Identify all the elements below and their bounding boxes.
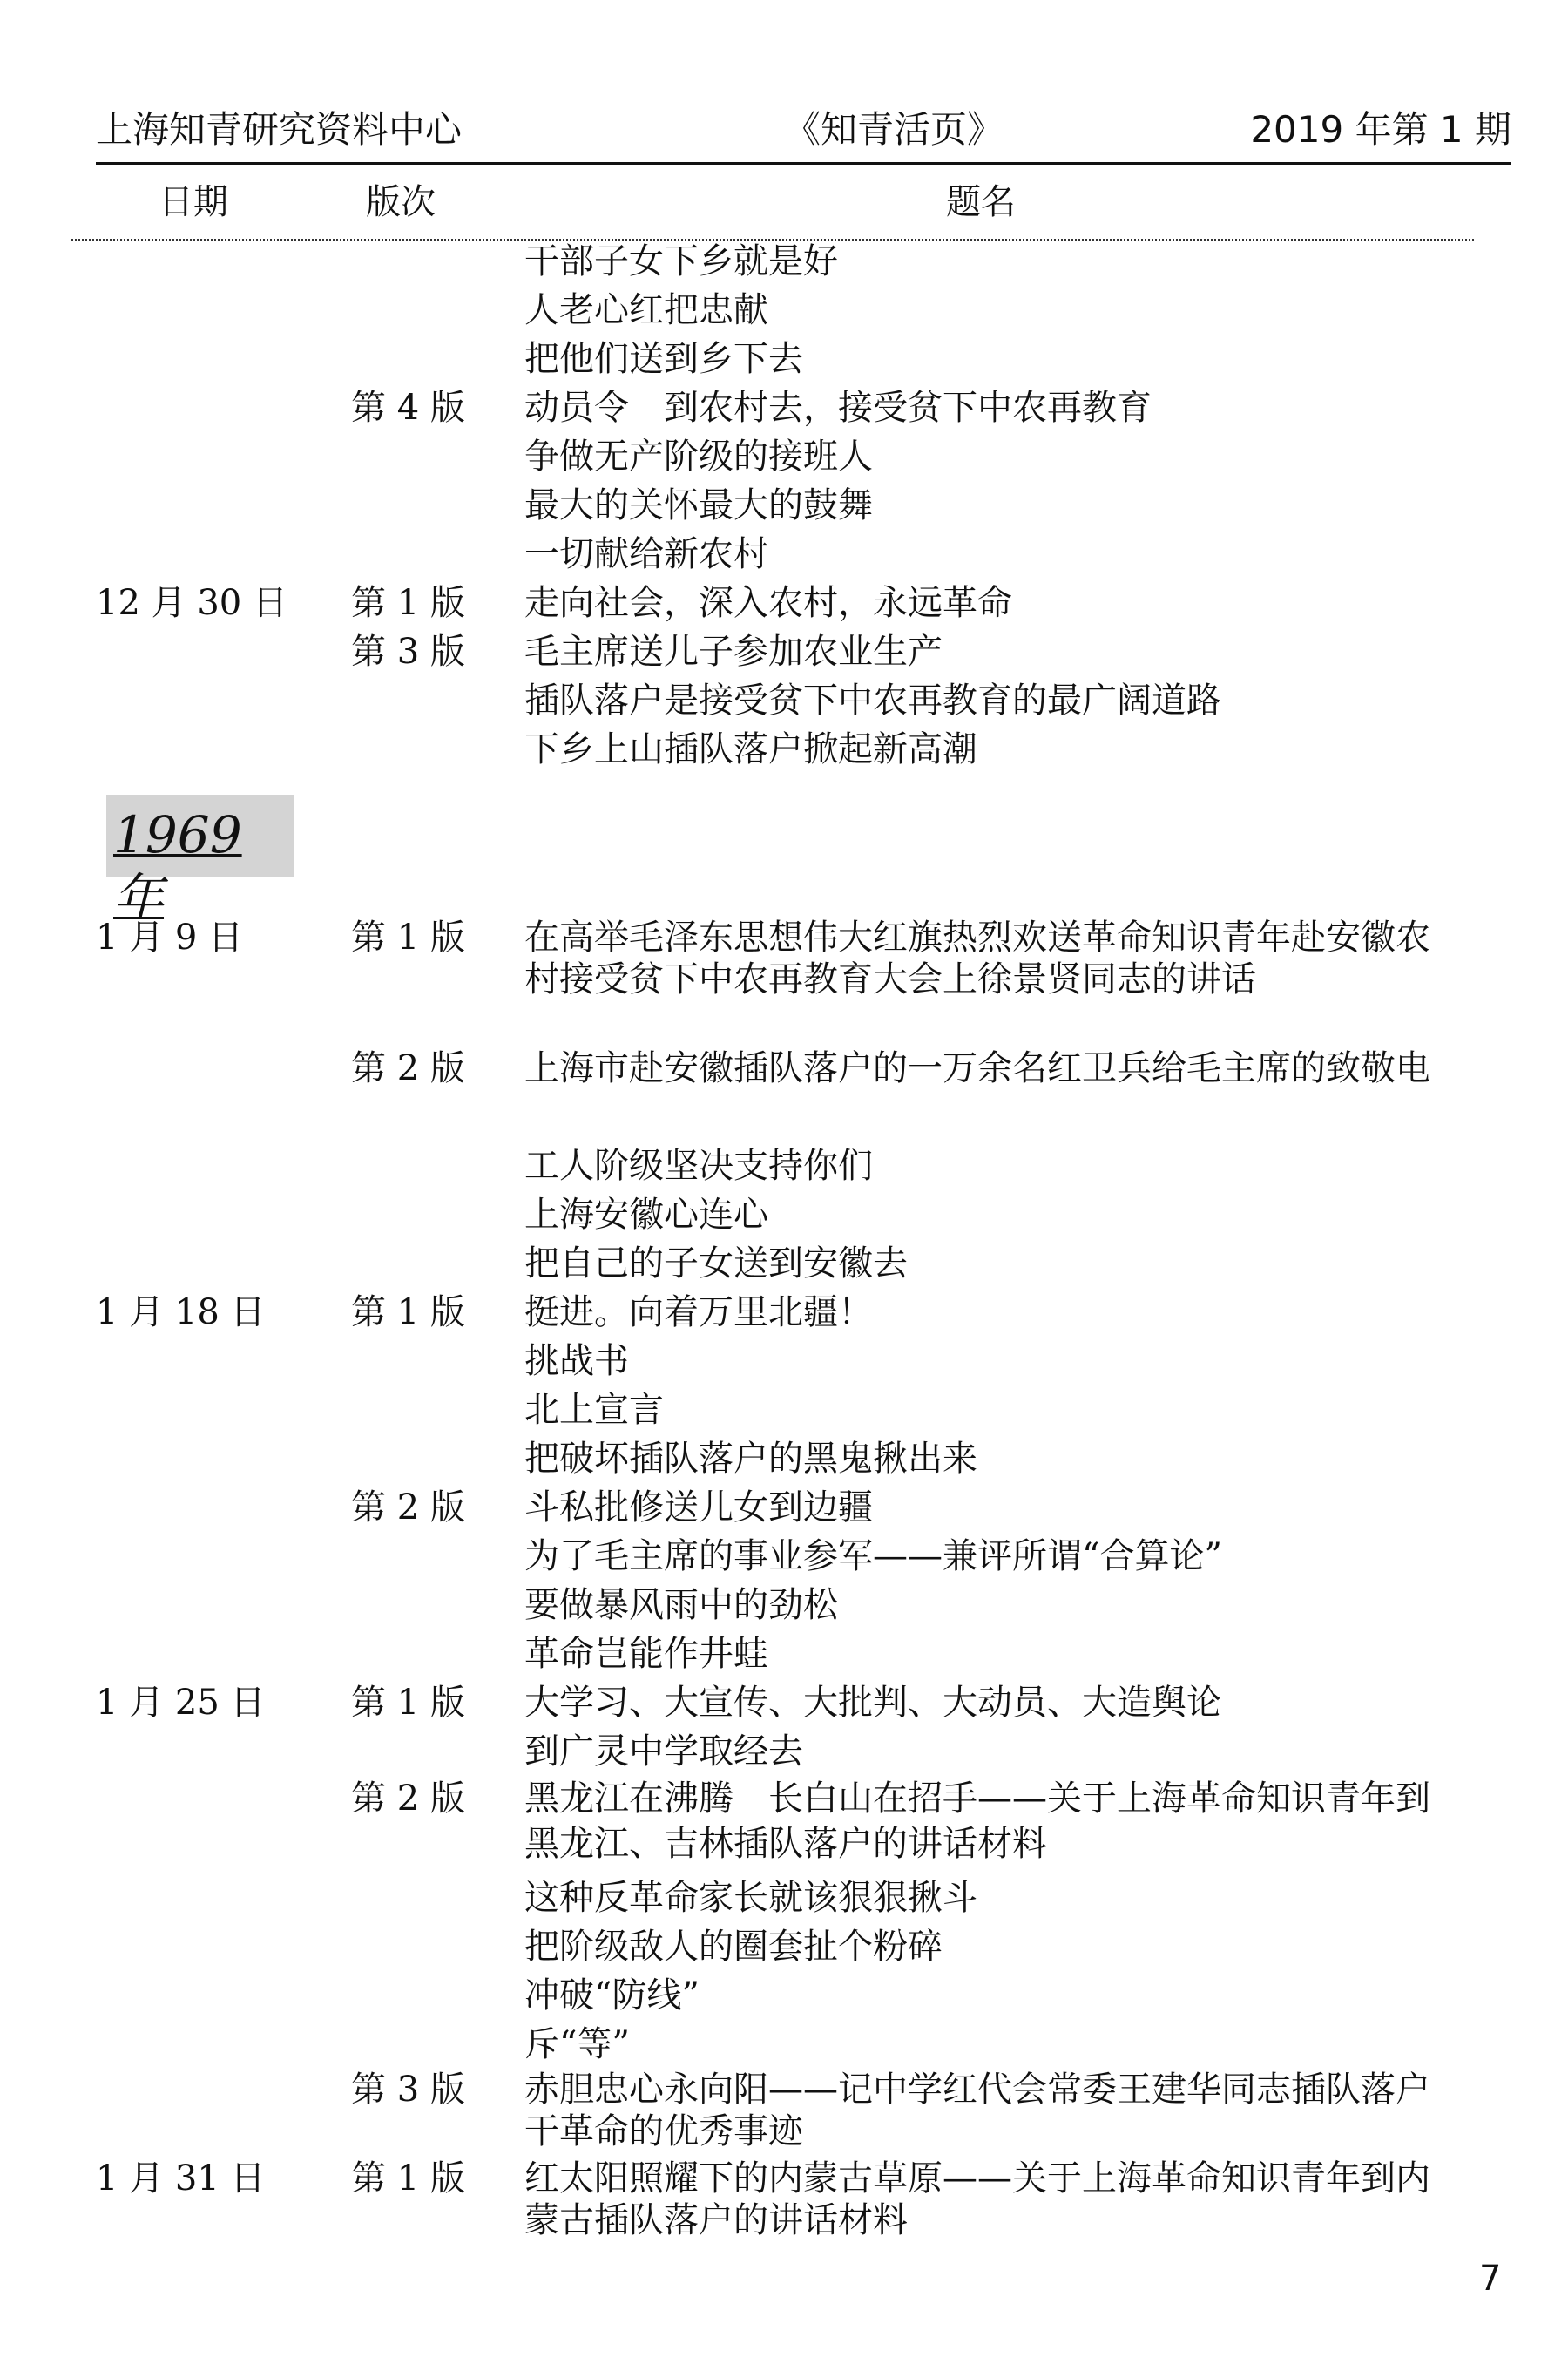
row-title: 革命岂能作井蛙 (524, 1634, 768, 1674)
table-row (0, 2158, 1568, 2245)
row-edition: 第 3 版 (351, 2070, 465, 2110)
table-row (0, 1629, 1568, 1678)
header-publication-title: 《知青活页》 (784, 108, 1004, 151)
row-title: 人老心红把忠献 (524, 290, 768, 330)
year-label-text: 1969 年 (113, 805, 242, 927)
table-row (0, 530, 1568, 579)
table-row (0, 335, 1568, 383)
table-row (0, 237, 1568, 286)
row-edition: 第 1 版 (351, 2158, 465, 2198)
row-edition: 第 4 版 (351, 388, 465, 428)
row-edition: 第 1 版 (351, 918, 465, 958)
row-title: 动员令 到农村去，接受贫下中农再教育 (524, 388, 1152, 428)
row-title: 下乡上山插队落户掀起新高潮 (524, 729, 977, 769)
table-row (0, 1727, 1568, 1776)
table-row (0, 1337, 1568, 1385)
row-title: 这种反革命家长就该狠狠揪斗 (524, 1878, 977, 1918)
table-row (0, 1190, 1568, 1239)
row-date: 1 月 31 日 (96, 2158, 266, 2198)
row-title: 把他们送到乡下去 (524, 339, 803, 379)
row-date: 1 月 25 日 (96, 1683, 266, 1723)
table-row (0, 383, 1568, 432)
table-row (0, 2020, 1568, 2069)
row-title: 争做无产阶级的接班人 (524, 437, 873, 477)
table-row (0, 1922, 1568, 1971)
row-date: 1 月 9 日 (96, 918, 244, 958)
table-row (0, 917, 1568, 1047)
row-edition: 第 2 版 (351, 1778, 465, 1819)
row-title: 把破坏插队落户的黑鬼揪出来 (524, 1439, 977, 1479)
table-row (0, 725, 1568, 774)
row-title: 为了毛主席的事业参军——兼评所谓“合算论” (524, 1536, 1222, 1576)
table-row (0, 1483, 1568, 1532)
table-row (0, 1971, 1568, 2020)
row-title: 上海安徽心连心 (524, 1195, 768, 1235)
row-title: 到广灵中学取经去 (524, 1731, 803, 1772)
table-row (0, 1385, 1568, 1434)
row-date: 1 月 18 日 (96, 1292, 266, 1332)
row-title: 挺进。向着万里北疆！ (524, 1292, 873, 1332)
row-edition: 第 1 版 (351, 583, 465, 623)
table-row (0, 2069, 1568, 2158)
table-row (0, 627, 1568, 676)
table-row (0, 1532, 1568, 1581)
column-header-title: 题名 (946, 182, 1016, 222)
header-publisher: 上海知青研究资料中心 (96, 108, 463, 151)
row-title: 赤胆忠心永向阳——记中学红代会常委王建华同志插队落户干革命的优秀事迹 (524, 2070, 1430, 2151)
row-title: 在高举毛泽东思想伟大红旗热烈欢送革命知识青年赴安徽农村接受贫下中农再教育大会上徐景贤同志的讲话 (524, 918, 1430, 999)
table-row (0, 1239, 1568, 1288)
row-edition: 第 1 版 (351, 1683, 465, 1723)
row-edition: 第 2 版 (351, 1048, 465, 1088)
row-edition: 第 1 版 (351, 1292, 465, 1332)
row-title: 要做暴风雨中的劲松 (524, 1585, 838, 1625)
index-table (0, 237, 1568, 2245)
row-title: 黑龙江在沸腾 长白山在招手——关于上海革命知识青年到黑龙江、吉林插队落户的讲话材料 (524, 1778, 1430, 1864)
table-row (0, 1678, 1568, 1727)
table-row (0, 579, 1568, 627)
table-row (0, 676, 1568, 725)
row-title: 斥“等” (524, 2024, 630, 2064)
row-date: 12 月 30 日 (96, 583, 287, 623)
column-header-date: 日期 (159, 182, 228, 222)
table-row (0, 1581, 1568, 1629)
row-title: 一切献给新农村 (524, 534, 768, 574)
row-edition: 第 3 版 (351, 632, 465, 672)
row-title: 插队落户是接受贫下中农再教育的最广阔道路 (524, 681, 1221, 721)
row-title: 把阶级敌人的圈套扯个粉碎 (524, 1927, 943, 1967)
page-header (96, 103, 1511, 157)
header-issue: 2019 年第 1 期 (1250, 108, 1511, 151)
row-title: 大学习、大宣传、大批判、大动员、大造舆论 (524, 1683, 1221, 1723)
row-title: 冲破“防线” (524, 1975, 700, 2016)
row-edition: 第 2 版 (351, 1487, 465, 1528)
table-row (0, 1776, 1568, 1873)
table-row (0, 1142, 1568, 1190)
page-number: 7 (1479, 2259, 1502, 2299)
column-header-edition: 版次 (366, 182, 436, 222)
table-row (0, 286, 1568, 335)
row-title: 斗私批修送儿女到边疆 (524, 1487, 873, 1528)
table-row (0, 1434, 1568, 1483)
header-rule (96, 162, 1511, 165)
table-row (0, 1288, 1568, 1337)
row-title: 毛主席送儿子参加农业生产 (524, 632, 943, 672)
row-title: 红太阳照耀下的内蒙古草原——关于上海革命知识青年到内蒙古插队落户的讲话材料 (524, 2158, 1430, 2240)
row-title: 工人阶级坚决支持你们 (524, 1146, 873, 1186)
row-title: 干部子女下乡就是好 (524, 241, 838, 281)
row-title: 最大的关怀最大的鼓舞 (524, 485, 873, 525)
table-row (0, 1047, 1568, 1142)
table-row (0, 481, 1568, 530)
row-title: 北上宣言 (524, 1390, 664, 1430)
table-row (0, 432, 1568, 481)
row-title: 上海市赴安徽插队落户的一万余名红卫兵给毛主席的致敬电 (524, 1048, 1430, 1088)
row-title: 走向社会，深入农村，永远革命 (524, 583, 1012, 623)
row-title: 挑战书 (524, 1341, 629, 1381)
row-title: 把自己的子女送到安徽去 (524, 1243, 908, 1284)
table-row (0, 1873, 1568, 1922)
